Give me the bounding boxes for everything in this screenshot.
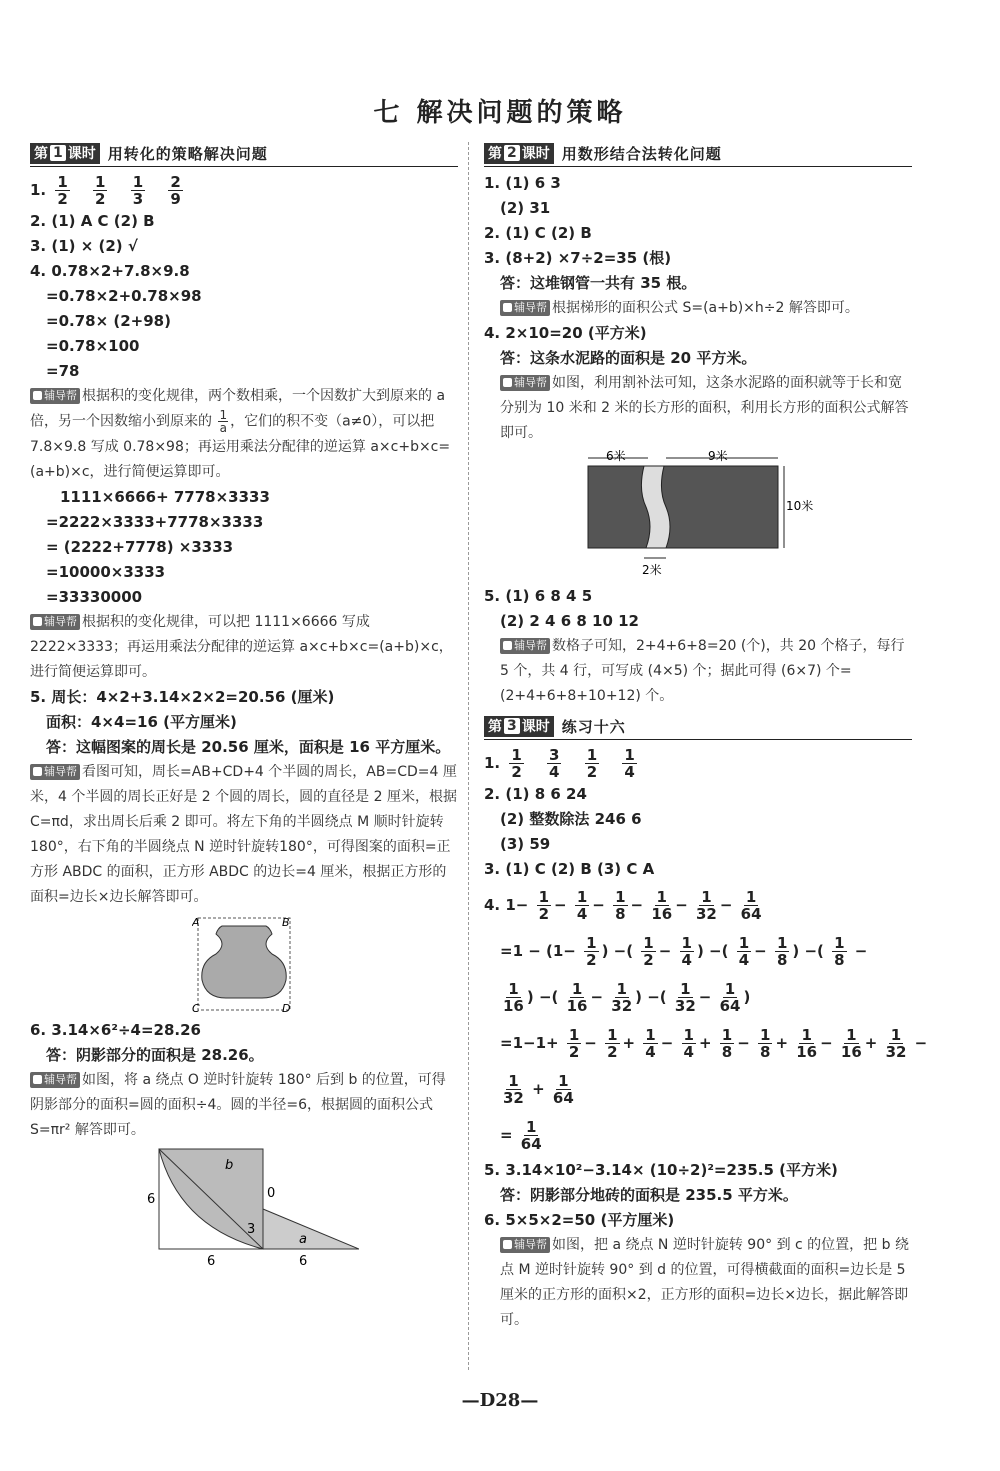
fraction: $\frac{1}{a}$ — [219, 408, 228, 435]
fraction: $\frac{1}{2}$ — [95, 173, 106, 208]
answer-q3: 3. (1) C (2) B (3) C A — [484, 860, 655, 878]
answer-q5-line: (2) 2 4 6 8 10 12 — [500, 612, 639, 630]
answer-q4-line: =1−1+ $\frac{1}{2}$ − $\frac{1}{2}$ + $\frac{1}{4}$ − $\frac{1}{4}$ + $\frac{1}{8}$ − $\frac{1}{8}$ + $\frac{1}{16}$ − $\frac{1}{16}$ + $\frac{1}{32}$ − — [500, 1026, 928, 1061]
hint-tag: 辅导帮 — [30, 614, 80, 630]
answer-q2-line: (2) 整数除法 246 6 — [500, 810, 642, 828]
left-column — [30, 140, 458, 1271]
fraction: $\frac{1}{8}$ — [834, 934, 845, 969]
answer-q4b-line: =2222×3333+7778×3333 — [46, 512, 264, 531]
fig-label: 6 — [299, 1253, 308, 1267]
hint-note: 辅导帮 看图可知，周长=AB+CD+4 个半圆的周长，AB=CD=4 厘米，4 个半圆的周长正好是 2 个圆的周长，圆的直径是 2 厘米，根据 C=πd，求出周长后乘 2 即可。将左下角的半圆绕点 M 顺时针旋转 180°，右下角的半圆绕点 N 逆时针旋转180°，可得图案的面积=正方形 ABDC 的面积，正方形 ABDC 的边长=4 厘米，根据正方形的面积=边长×边长解答即可。 — [30, 763, 457, 905]
answer-q6-line: 答：阴影部分的面积是 28.26。 — [46, 1045, 264, 1064]
hint-tag: 辅导帮 — [500, 638, 550, 654]
answer-q5-line: 5. (1) 6 8 4 5 — [484, 587, 593, 605]
answer-q4b-line: =33330000 — [46, 587, 143, 606]
answer-q4: 4. 2×10=20 (平方米) — [484, 324, 647, 342]
answer-q1-line: (2) 31 — [500, 199, 551, 217]
fig-label: 6米 — [606, 450, 626, 463]
answer-q4-line: =1 − (1− $\frac{1}{2}$ ) −( $\frac{1}{2}$ − $\frac{1}{4}$ ) −( $\frac{1}{4}$ − $\frac{1}{8}$ ) −( $\frac{1}{8}$ − — [500, 934, 868, 969]
figure-shaded-q6 — [129, 1147, 359, 1267]
fraction: $\frac{1}{2}$ — [511, 746, 522, 781]
fraction: $\frac{1}{16}$ — [651, 888, 673, 923]
fraction: $\frac{1}{64}$ — [719, 980, 741, 1015]
hint-note: 辅导帮 根据梯形的面积公式 S=(a+b)×h÷2 解答即可。 — [484, 296, 912, 321]
answer-q2: 2. (1) C (2) B — [484, 224, 592, 242]
fig-label: 10米 — [786, 499, 814, 513]
fig-label: 3 — [247, 1221, 256, 1237]
lesson-badge — [30, 143, 100, 164]
answer-q5: 5. 3.14×10²−3.14× (10÷2)²=235.5 (平方米) — [484, 1161, 838, 1179]
fig-label: A — [192, 915, 200, 929]
fraction: $\frac{1}{32}$ — [674, 980, 696, 1015]
answer-q4b-line: = (2222+7778) ×3333 — [46, 537, 234, 556]
answer-q1-line: 1. (1) 6 3 — [484, 174, 561, 192]
helper-icon — [503, 303, 512, 312]
fraction: $\frac{1}{32}$ — [695, 888, 717, 923]
answer-q5-line: 答：这幅图案的周长是 20.56 厘米，面积是 16 平方厘米。 — [46, 737, 451, 756]
lesson-number: 2 — [504, 145, 520, 161]
answer-q5-line: 面积：4×4=16 (平方厘米) — [46, 712, 237, 731]
fraction: $\frac{1}{4}$ — [681, 934, 692, 969]
fig-label: 2米 — [642, 563, 662, 577]
lesson-badge: 第 2 课时 — [484, 143, 554, 164]
fraction: $\frac{1}{2}$ — [586, 746, 598, 781]
answer-q5-line: 5. 周长：4×2+3.14×2×2=20.56 (厘米) — [30, 687, 335, 706]
hint-note: 辅导帮 如图，利用割补法可知，这条水泥路的面积就等于长和宽分别为 10 米和 2 米的长方形的面积，利用长方形的面积公式解答即可。 — [500, 375, 909, 441]
figure-pattern-q5 — [192, 914, 296, 1014]
fraction: $\frac{1}{3}$ — [132, 173, 144, 208]
lesson-title: 用数形结合法转化问题 — [561, 144, 722, 163]
answer-q4-line: =0.78×2+0.78×98 — [46, 287, 202, 305]
fig-label: C — [192, 1001, 200, 1014]
fraction: $\frac{1}{2}$ — [57, 173, 68, 208]
fig-label: D — [282, 1001, 291, 1014]
lesson-word: 第 — [34, 146, 48, 162]
fig-label: 6 — [147, 1191, 156, 1207]
answer-q4-line: 4. 0.78×2+7.8×9.8 — [30, 262, 190, 280]
answer-q3-ans: 答：这堆钢管一共有 35 根。 — [500, 274, 697, 292]
answer-q4-line: =0.78× (2+98) — [46, 312, 171, 330]
answer-q4-line: 4. 1− $\frac{1}{2}$ − $\frac{1}{4}$ − $\frac{1}{8}$ − $\frac{1}{16}$ − $\frac{1}{32}$ − $\frac{1}{64}$ — [484, 888, 762, 923]
lesson-1-header — [30, 140, 458, 167]
lesson-number: 3 — [504, 718, 520, 734]
q-label: 1. — [30, 181, 47, 199]
hint-note: 辅导帮 如图，将 a 绕点 O 逆时针旋转 180° 后到 b 的位置，可得阴影部分的面积=圆的面积÷4。圆的半径=6，根据圆的面积公式 S=πr² 解答即可。 — [30, 1071, 446, 1138]
helper-icon — [33, 391, 42, 400]
answer-q1: 1. $\frac{1}{2}$ $\frac{3}{4}$ $\frac{1}{2}$ $\frac{1}{4}$ — [484, 746, 635, 781]
fraction: $\frac{1}{2}$ — [538, 888, 550, 923]
answer-q4b-line: =10000×3333 — [46, 562, 166, 581]
hint-tag: 辅导帮 — [30, 1072, 80, 1088]
helper-icon — [503, 378, 512, 387]
answer-q6-line: 6. 3.14×6²÷4=28.26 — [30, 1020, 201, 1039]
fig-label: B — [282, 915, 290, 929]
fraction: $\frac{1}{16}$ — [503, 980, 524, 1015]
fig-label: 9米 — [708, 450, 728, 463]
hint-note: 辅导帮 数格子可知，2+4+6+8=20 (个)，共 20 个格子，每行 5 个，共 4 行，可写成 (4×5) 个；据此可得 (6×7) 个=(2+4+6+8+10+12) 个。 — [500, 638, 905, 704]
hint-tag: 辅导帮 — [30, 388, 80, 404]
answer-q3: 3. (8+2) ×7÷2=35 (根) — [484, 249, 672, 267]
answer-q2: 2. (1) A C (2) B — [30, 212, 155, 230]
fraction: $\frac{1}{2}$ — [586, 934, 597, 969]
helper-icon — [33, 1075, 42, 1084]
answer-q4-result: = $\frac{1}{64}$ — [500, 1118, 542, 1153]
answer-q2-line: (3) 59 — [500, 835, 551, 853]
page-title: 七 解决问题的策略 — [373, 98, 627, 128]
answer-q1 — [30, 171, 458, 209]
helper-icon — [503, 1240, 512, 1249]
helper-icon — [33, 617, 42, 626]
lesson-title: 练习十六 — [561, 717, 626, 736]
hint-tag: 辅导帮 — [500, 1237, 550, 1253]
answer-q2-line: 2. (1) 8 6 24 — [484, 785, 587, 803]
fraction: $\frac{3}{4}$ — [549, 746, 560, 781]
answer-q3: 3. (1) × (2) √ — [30, 237, 138, 255]
figure-road-q4 — [578, 450, 818, 580]
fraction: $\frac{1}{4}$ — [624, 746, 635, 781]
helper-icon — [503, 641, 512, 650]
fraction: $\frac{2}{9}$ — [170, 173, 181, 208]
fraction: $\frac{1}{4}$ — [738, 934, 750, 969]
lesson-3-header — [484, 713, 912, 740]
lesson-title: 用转化的策略解决问题 — [107, 144, 268, 163]
answer-q4-ans: 答：这条水泥路的面积是 20 平方米。 — [500, 349, 757, 367]
fraction: $\frac{1}{4}$ — [576, 888, 588, 923]
lesson-badge: 第 3 课时 — [484, 716, 554, 737]
answer-q4-line: $\frac{1}{32}$ + $\frac{1}{64}$ — [503, 1072, 574, 1107]
lesson-number: 1 — [50, 145, 66, 161]
hint-note: 辅导帮 根据积的变化规律，可以把 1111×6666 写成 2222×3333；再运用乘法分配律的逆运算 a×c+b×c=(a+b)×c，进行简便运算即可。 — [30, 613, 453, 680]
answer-q4-line: $\frac{1}{16}$ ) −( $\frac{1}{16}$ − $\frac{1}{32}$ ) −( $\frac{1}{32}$ − $\frac{1}{64}$ ) — [503, 980, 751, 1015]
answer-q6: 6. 5×5×2=50 (平方厘米) — [484, 1211, 675, 1229]
right-column — [484, 140, 928, 1333]
hint-tag: 辅导帮 — [500, 300, 550, 316]
page-number: —D28— — [461, 1390, 539, 1411]
fraction: $\frac{1}{2}$ — [643, 934, 654, 969]
answer-q4b-line: 1111×6666+ 7778×3333 — [60, 487, 270, 506]
fraction: $\frac{1}{64}$ — [740, 888, 762, 923]
fraction: $\frac{1}{16}$ — [566, 980, 588, 1015]
lesson-2-header — [484, 140, 912, 167]
answer-q5-ans: 答：阴影部分地砖的面积是 235.5 平方米。 — [500, 1186, 798, 1204]
helper-icon — [33, 767, 42, 776]
answer-q4-line: =0.78×100 — [46, 337, 140, 355]
fraction: $\frac{1}{32}$ — [611, 980, 633, 1015]
fig-label: b — [225, 1157, 234, 1173]
hint-tag: 辅导帮 — [500, 375, 550, 391]
column-divider — [468, 142, 469, 1370]
hint-note: 辅导帮 根据积的变化规律，两个数相乘，一个因数扩大到原来的 a 倍，另一个因数缩小到原来的 $\frac{1}{a}$ ，它们的积不变（a≠0），可以把 7.8×9.8 写成 0.78×98；再运用乘法分配律的逆运算 a×c+b×c=(a+b)×c，进行简便运算即可。 — [30, 388, 451, 480]
lesson-word: 课时 — [67, 146, 96, 162]
fraction: $\frac{1}{8}$ — [615, 888, 626, 923]
fig-label: 6 — [207, 1253, 216, 1267]
fig-label: a — [299, 1231, 307, 1247]
answer-q4-line: =78 — [46, 362, 80, 380]
hint-note: 辅导帮 如图，把 a 绕点 N 逆时针旋转 90° 到 c 的位置，把 b 绕点 M 逆时针旋转 90° 到 d 的位置，可得横截面的面积=边长是 5 厘米的正方形的面积×2，正方形的面积=边长×边长，据此解答即可。 — [500, 1237, 909, 1328]
fig-label: 0 — [267, 1185, 276, 1201]
fraction: $\frac{1}{8}$ — [776, 934, 788, 969]
hint-tag: 辅导帮 — [30, 764, 80, 780]
